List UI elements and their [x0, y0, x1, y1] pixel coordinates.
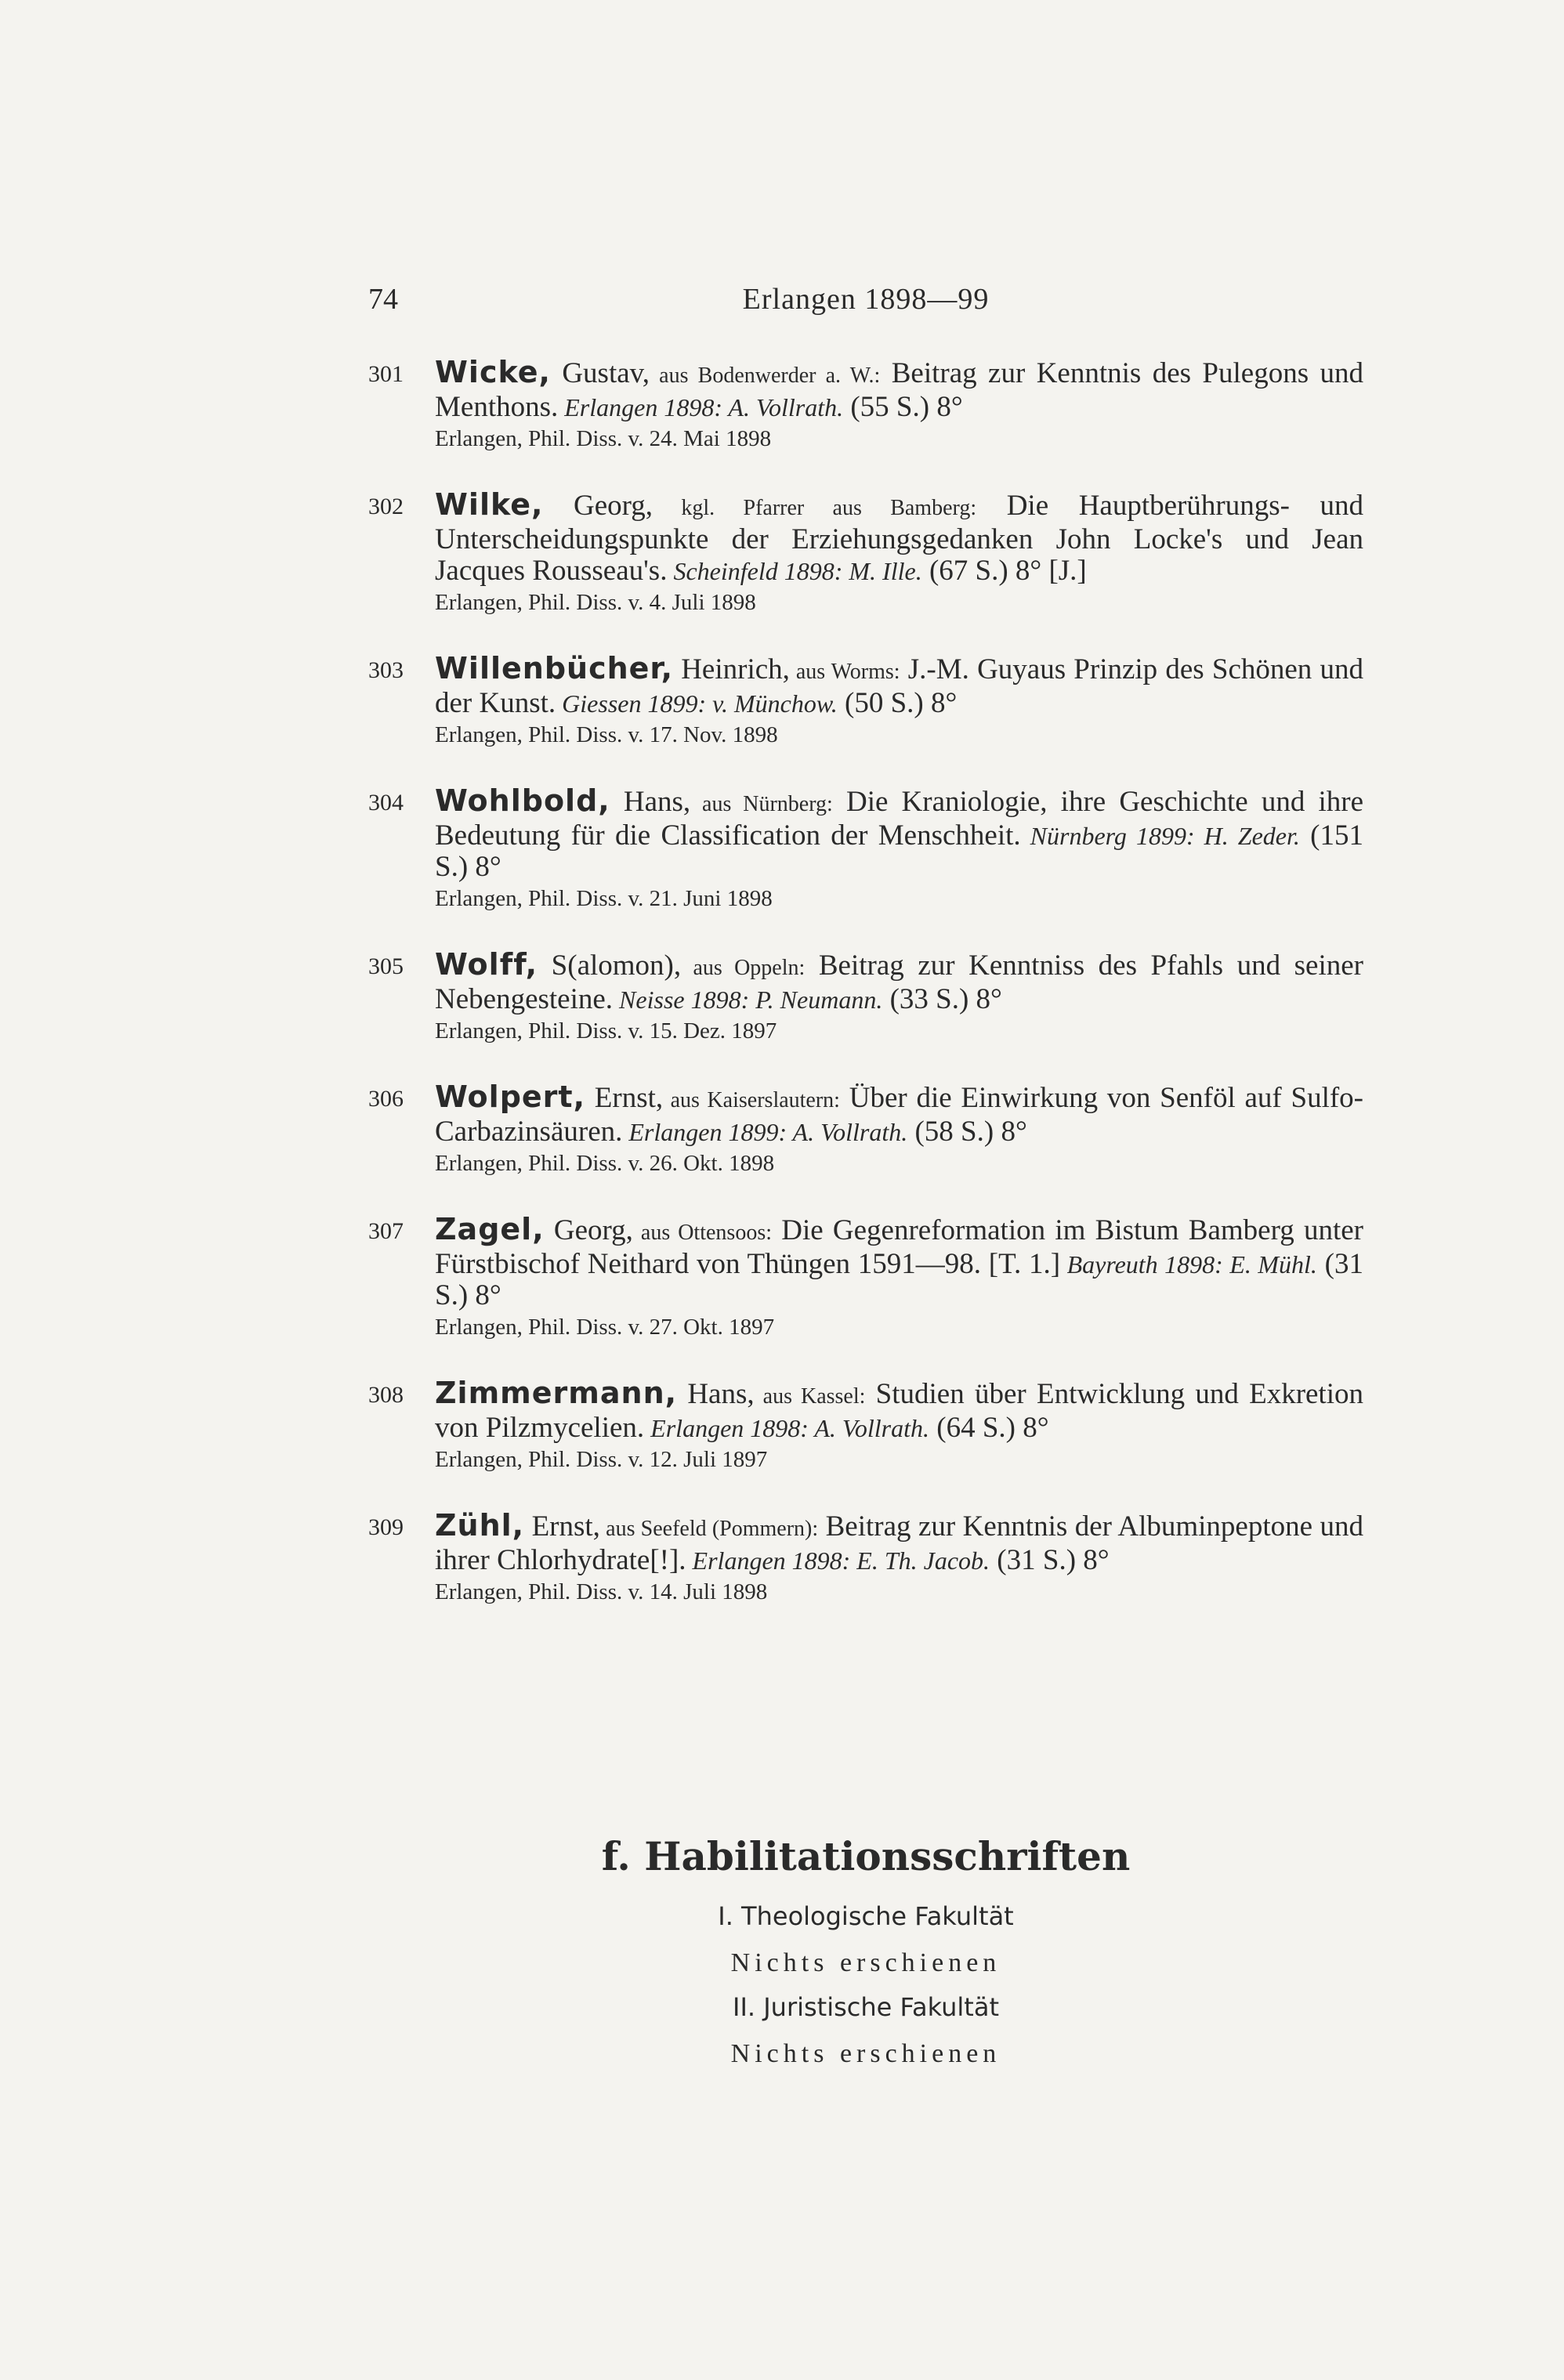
- page-number: 74: [368, 283, 398, 316]
- entry-origin: aus Kaiserslautern:: [663, 1088, 840, 1112]
- entry-title: Beitrag zur Kenntniss des Pfahls und seiner Nebengesteine.: [435, 949, 1364, 1015]
- entry-title: Studien über Entwicklung und Exkretion von Pilzmycelien.: [435, 1378, 1363, 1444]
- entry-citation: [435, 356, 1363, 423]
- faculty-status: Nichts erschienen: [730, 2039, 1001, 2068]
- entry-author: Wilke,: [435, 487, 544, 522]
- entry-given-name: Hans,: [610, 786, 691, 818]
- bibliography-entry: [368, 1214, 1363, 1341]
- entry-given-name: Georg,: [544, 1214, 633, 1246]
- entry-origin: aus Seefeld (Pommern):: [599, 1517, 819, 1541]
- habilitation-section: [368, 1833, 1363, 2069]
- entry-dissertation-note: Erlangen, Phil. Diss. v. 17. Nov. 1898: [435, 722, 778, 747]
- entry-extent: (31 S.) 8°: [435, 1248, 1363, 1311]
- entry-dissertation-note: Erlangen, Phil. Diss. v. 15. Dez. 1897: [435, 1018, 777, 1044]
- entry-citation: [435, 785, 1363, 883]
- page-header: [368, 282, 1363, 329]
- entry-imprint: Scheinfeld 1898: M. Ille.: [667, 557, 922, 585]
- entry-dissertation-note: Erlangen, Phil. Diss. v. 14. Juli 1898: [435, 1579, 768, 1604]
- entry-origin: kgl. Pfarrer aus Bamberg:: [653, 496, 977, 520]
- entry-number: 308: [368, 1382, 404, 1408]
- bibliography-entry: [368, 949, 1363, 1045]
- entry-given-name: Gustav,: [550, 357, 650, 389]
- entry-number: 307: [368, 1218, 404, 1244]
- entry-author: Willenbücher,: [435, 651, 674, 685]
- entry-author: Wicke,: [435, 355, 551, 389]
- entry-given-name: Ernst,: [585, 1082, 664, 1114]
- entry-imprint: Nürnberg 1899: H. Zeder.: [1020, 822, 1300, 850]
- bibliography-entry: [368, 785, 1363, 913]
- entry-dissertation-note: Erlangen, Phil. Diss. v. 24. Mai 1898: [435, 426, 772, 451]
- entry-origin: aus Oppeln:: [681, 956, 806, 980]
- entry-citation: [435, 1377, 1363, 1444]
- entry-extent: (31 S.) 8°: [990, 1544, 1110, 1576]
- entry-dissertation-note: Erlangen, Phil. Diss. v. 27. Okt. 1897: [435, 1315, 775, 1340]
- entry-title: J.-M. Guyaus Prinzip des Schönen und der Kunst.: [435, 653, 1363, 719]
- entry-title: Beitrag zur Kenntnis der Albuminpeptone und ihrer Chlorhydrate[!].: [435, 1510, 1363, 1576]
- entry-given-name: S(alomon),: [538, 949, 682, 982]
- entry-given-name: Georg,: [543, 490, 653, 522]
- bibliography-entry: [368, 1081, 1363, 1177]
- entry-imprint: Erlangen 1898: A. Vollrath.: [644, 1414, 930, 1442]
- entry-number: 302: [368, 494, 404, 519]
- section-title: f. Habilitationsschriften: [601, 1833, 1131, 1879]
- entry-number: 309: [368, 1514, 404, 1540]
- entry-author: Zimmermann,: [435, 1376, 678, 1410]
- entry-imprint: Giessen 1899: v. Münchow.: [556, 689, 838, 718]
- entry-origin: aus Ottensoos:: [632, 1221, 772, 1245]
- entry-origin: aus Nürnberg:: [690, 792, 833, 816]
- entry-origin: aus Worms:: [789, 660, 900, 684]
- bibliography-entry: [368, 356, 1363, 453]
- entry-extent: (50 S.) 8°: [837, 687, 958, 719]
- entry-origin: aus Kassel:: [754, 1384, 866, 1409]
- entry-author: Zagel,: [435, 1212, 545, 1246]
- entry-citation: [435, 653, 1363, 719]
- entry-number: 301: [368, 361, 404, 387]
- entry-imprint: Bayreuth 1898: E. Mühl.: [1060, 1250, 1317, 1279]
- entry-number: 303: [368, 657, 404, 683]
- bibliography-entries: [368, 356, 1363, 1642]
- entry-citation: [435, 489, 1363, 587]
- entry-imprint: Erlangen 1898: E. Th. Jacob.: [686, 1546, 990, 1575]
- entry-author: Zühl,: [435, 1508, 525, 1543]
- entry-author: Wolpert,: [435, 1080, 586, 1114]
- entry-title: Die Gegenreformation im Bistum Bamberg unter Fürstbischof Neithard von Thüngen 1591—98. [T. 1.]: [435, 1214, 1363, 1280]
- entry-author: Wohlbold,: [435, 783, 610, 818]
- entry-extent: (67 S.) 8° [J.]: [921, 555, 1087, 587]
- entry-origin: aus Bodenwerder a. W.:: [650, 364, 881, 388]
- entry-citation: [435, 949, 1363, 1015]
- faculty-status: Nichts erschienen: [730, 1948, 1001, 1977]
- entry-number: 305: [368, 953, 404, 979]
- faculty-heading: II. Juristische Fakultät: [733, 1992, 999, 2022]
- faculty-heading: I. Theologische Fakultät: [718, 1901, 1014, 1931]
- bibliography-entry: [368, 1510, 1363, 1606]
- entry-title: Die Kraniologie, ihre Geschichte und ihre Bedeutung für die Classification der Menschheit.: [435, 786, 1363, 852]
- bibliography-entry: [368, 653, 1363, 749]
- entry-imprint: Erlangen 1898: A. Vollrath.: [558, 393, 844, 421]
- entry-citation: [435, 1214, 1363, 1311]
- entry-title: Beitrag zur Kenntnis des Pulegons und Menthons.: [435, 357, 1364, 423]
- entry-extent: (33 S.) 8°: [882, 983, 1002, 1015]
- entry-dissertation-note: Erlangen, Phil. Diss. v. 21. Juni 1898: [435, 886, 773, 911]
- entry-extent: (55 S.) 8°: [843, 391, 963, 423]
- entry-imprint: Neisse 1898: P. Neumann.: [613, 986, 883, 1014]
- running-title: Erlangen 1898—99: [742, 283, 990, 316]
- bibliography-entry: [368, 489, 1363, 617]
- entry-title: Die Hauptberührungs- und Unterscheidungspunkte der Erziehungsgedanken John Locke's und Jean Jacques Rousseau's.: [435, 490, 1363, 587]
- entry-extent: (151 S.) 8°: [435, 819, 1364, 883]
- entry-dissertation-note: Erlangen, Phil. Diss. v. 26. Okt. 1898: [435, 1151, 775, 1176]
- entry-given-name: Heinrich,: [673, 653, 790, 685]
- entry-citation: [435, 1081, 1363, 1148]
- entry-citation: [435, 1510, 1363, 1576]
- entry-given-name: Hans,: [677, 1378, 755, 1410]
- entry-imprint: Erlangen 1899: A. Vollrath.: [622, 1118, 908, 1146]
- entry-given-name: Ernst,: [524, 1510, 600, 1543]
- bibliography-entry: [368, 1377, 1363, 1474]
- entry-extent: (64 S.) 8°: [929, 1412, 1049, 1444]
- entry-number: 304: [368, 790, 404, 816]
- entry-dissertation-note: Erlangen, Phil. Diss. v. 12. Juli 1897: [435, 1447, 768, 1472]
- entry-number: 306: [368, 1086, 404, 1112]
- entry-dissertation-note: Erlangen, Phil. Diss. v. 4. Juli 1898: [435, 590, 756, 615]
- entry-extent: (58 S.) 8°: [907, 1116, 1027, 1148]
- entry-author: Wolff,: [435, 947, 538, 982]
- entry-title: Über die Einwirkung von Senföl auf Sulfo-Carbazinsäuren.: [435, 1082, 1363, 1148]
